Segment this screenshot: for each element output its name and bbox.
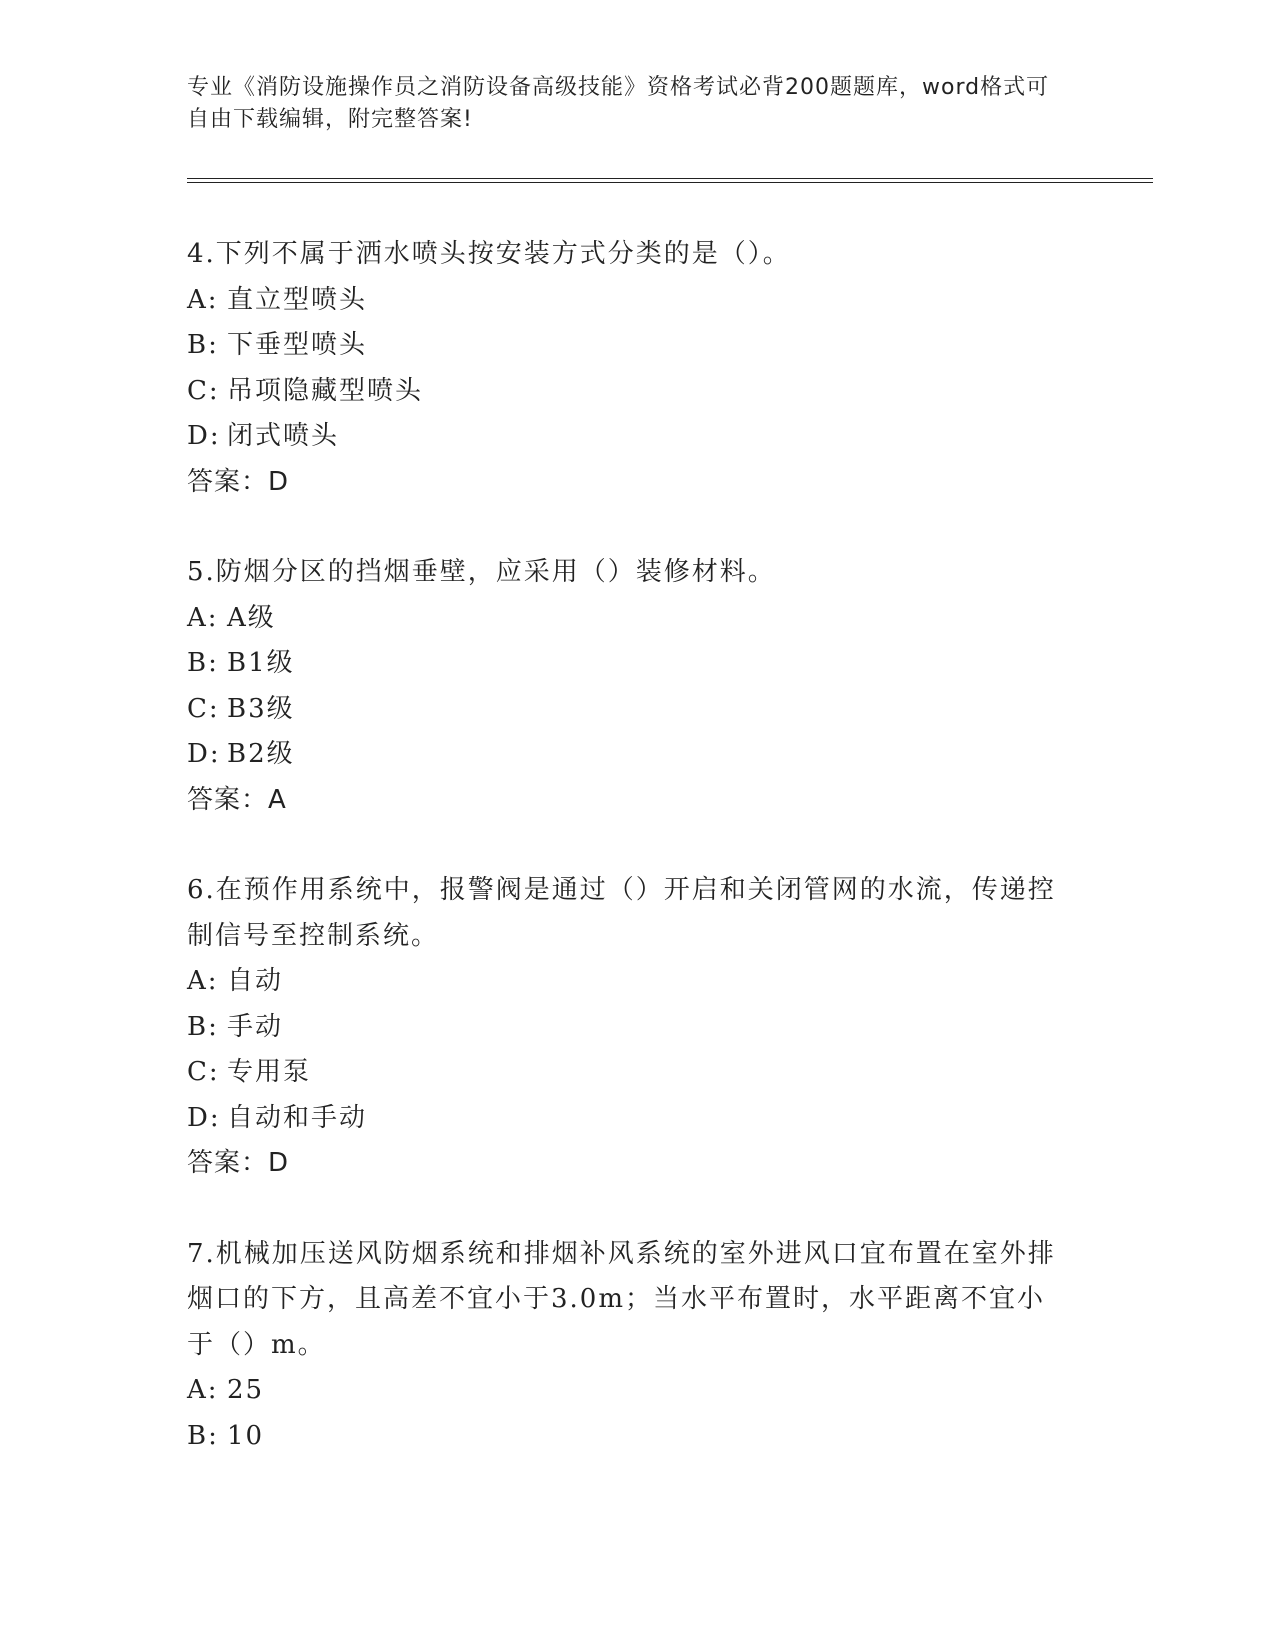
option-key: C: [187, 693, 220, 724]
question-7 [187, 1232, 1067, 1460]
option-c [187, 1050, 1067, 1096]
option-text: B3级 [227, 693, 295, 724]
question-stem: 7.机械加压送风防烟系统和排烟补风系统的室外进风口宜布置在室外排烟口的下方，且高差不宜小于3.0m；当水平布置时，水平距离不宜小于（）m。 [187, 1238, 1056, 1360]
question-4 [187, 232, 1067, 505]
option-c [187, 687, 1067, 733]
answer-line: 答案：A [187, 784, 287, 815]
question-list [187, 232, 1067, 1504]
question-stem: 5.防烟分区的挡烟垂壁，应采用（）装修材料。 [187, 557, 776, 587]
option-text: 吊项隐藏型喷头 [227, 375, 424, 406]
question-5 [187, 550, 1067, 823]
question-stem: 4.下列不属于洒水喷头按安装方式分类的是（）。 [187, 239, 791, 269]
option-key: A: [187, 1375, 219, 1405]
option-text: 自动和手动 [227, 1102, 368, 1133]
option-text: 专用泵 [227, 1057, 312, 1087]
header-divider-bottom [187, 182, 1153, 183]
page-header: 专业《消防设施操作员之消防设备高级技能》资格考试必背200题题库，word格式可自由下载编辑，附完整答案! [187, 75, 1050, 132]
option-b [187, 641, 1067, 687]
option-c [187, 369, 1067, 415]
answer-line: 答案：D [187, 1148, 290, 1178]
option-text: B2级 [227, 739, 295, 769]
answer-line: 答案：D [187, 466, 290, 497]
option-key: A: [187, 966, 219, 996]
option-d [187, 1096, 1067, 1142]
option-key: C: [187, 1057, 220, 1087]
option-text: A级 [227, 602, 276, 633]
option-key: B: [187, 648, 219, 678]
option-text: 自动 [227, 966, 284, 996]
option-text: 闭式喷头 [227, 421, 340, 451]
option-text: 直立型喷头 [227, 284, 368, 315]
option-key: A: [187, 602, 219, 633]
question-6 [187, 868, 1067, 1187]
option-a [187, 596, 1067, 642]
option-text: 10 [227, 1420, 265, 1451]
option-text: 25 [227, 1375, 265, 1405]
option-key: A: [187, 284, 219, 315]
option-key: B: [187, 1420, 219, 1451]
option-b [187, 1414, 1067, 1460]
option-a [187, 959, 1067, 1005]
option-text: 下垂型喷头 [227, 330, 368, 360]
option-key: D: [187, 739, 221, 769]
option-a [187, 1368, 1067, 1414]
option-key: C: [187, 375, 220, 406]
header-divider-top [187, 178, 1153, 179]
option-key: D: [187, 421, 221, 451]
option-key: B: [187, 1011, 219, 1042]
option-text: B1级 [227, 648, 295, 678]
option-key: B: [187, 330, 219, 360]
option-d [187, 414, 1067, 460]
question-stem: 6.在预作用系统中，报警阀是通过（）开启和关闭管网的水流，传递控制信号至控制系统。 [187, 875, 1056, 951]
option-key: D: [187, 1102, 221, 1133]
option-b [187, 323, 1067, 369]
option-a [187, 278, 1067, 324]
option-b [187, 1005, 1067, 1051]
option-d [187, 732, 1067, 778]
option-text: 手动 [227, 1011, 284, 1042]
